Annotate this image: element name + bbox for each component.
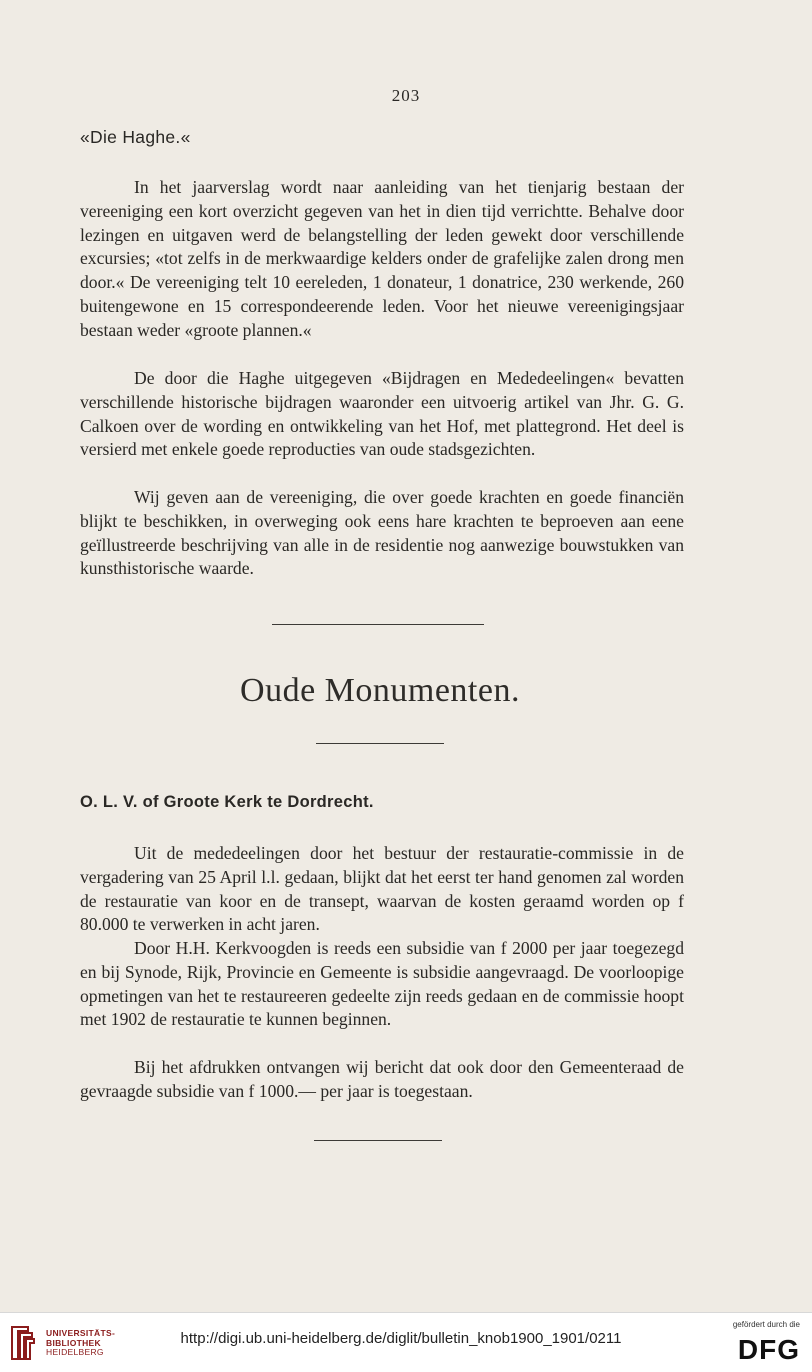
paragraph: Bij het afdrukken ontvangen wij bericht dat ook door den Gemeenteraad de gevraagde subsidie van f 1000.— per jaar is toegestaan. [80,1057,684,1101]
dfg-logo[interactable]: DFG [737,1334,800,1365]
paragraph: Uit de mededeelingen door het bestuur der restauratie-commissie in de vergadering van 25 April l.l. gedaan, blijkt dat het eerst ter hand genomen zal worden de restauratie van koor en de transept, waarvan de kosten geraamd worden op f 80.000 te verwerken in acht jaren. [80,843,684,935]
paragraph: Door H.H. Kerkvoogden is reeds een subsidie van f 2000 per jaar toegezegd en bij Synode, Rijk, Provincie en Gemeente is subsidie aangevraagd. De voorloopige opmetingen van het te restaureeren gedeelte zijn reeds gedaan en de commissie hoopt met 1902 de restauratie te kunnen beginnen. [80,938,684,1030]
section-heading-groote-kerk: O. L. V. of Groote Kerk te Dordrecht. [80,793,374,811]
library-name-line: UNIVERSITÄTS- [46,1328,116,1338]
library-name-line: HEIDELBERG [46,1347,104,1357]
footer-bar [0,1312,812,1372]
page-number: 203 [391,86,421,105]
paragraph: De door die Haghe uitgegeven «Bijdragen en Mededeelingen« bevatten verschillende historische bijdragen waaronder een uitvoerig artikel van Jhr. G. G. Calkoen over de wording en ontwikkeling van het Hof, met plattegrond. Het deel is versierd met enkele goede reproducties van oude stadsgezichten. [80,368,684,460]
paragraph: In het jaarverslag wordt naar aanleiding van het tienjarig bestaan der vereeniging een kort overzicht gegeven van het in dien tijd verrichtte. Behalve door lezingen en uitgaven werd de belangstelling der leden gewekt door verschillende excursies; «tot zelfs in de merkwaardige kelders onder de grafelijke zalen drong men door.« De vereeniging telt 10 eereleden, 1 donateur, 1 donatrice, 230 werkende, 260 buitengewone en 15 correspondeerende leden. Voor het nieuwe vereenigingsjaar bestaan weder «groote plannen.« [80,177,684,340]
funding-note: gefördert durch die [732,1320,800,1329]
document-url-link[interactable]: http://digi.ub.uni-heidelberg.de/diglit/bulletin_knob1900_1901/0211 [180,1330,622,1347]
separator-rule [272,624,484,625]
paragraph: Wij geven aan de vereeniging, die over goede krachten en goede financiën blijkt te beschikken, in overweging ook eens hare krachten te beproeven aan eene geïllustreerde beschrijving van alle in de residentie nog aanwezige bouwstukken van kunsthistorische waarde. [80,487,684,579]
end-rule [314,1140,442,1141]
title-underline [316,743,444,744]
main-title: Oude Monumenten. [240,672,520,709]
section-heading-die-haghe: «Die Haghe.« [80,127,191,147]
library-name-line: BIBLIOTHEK [46,1337,101,1348]
